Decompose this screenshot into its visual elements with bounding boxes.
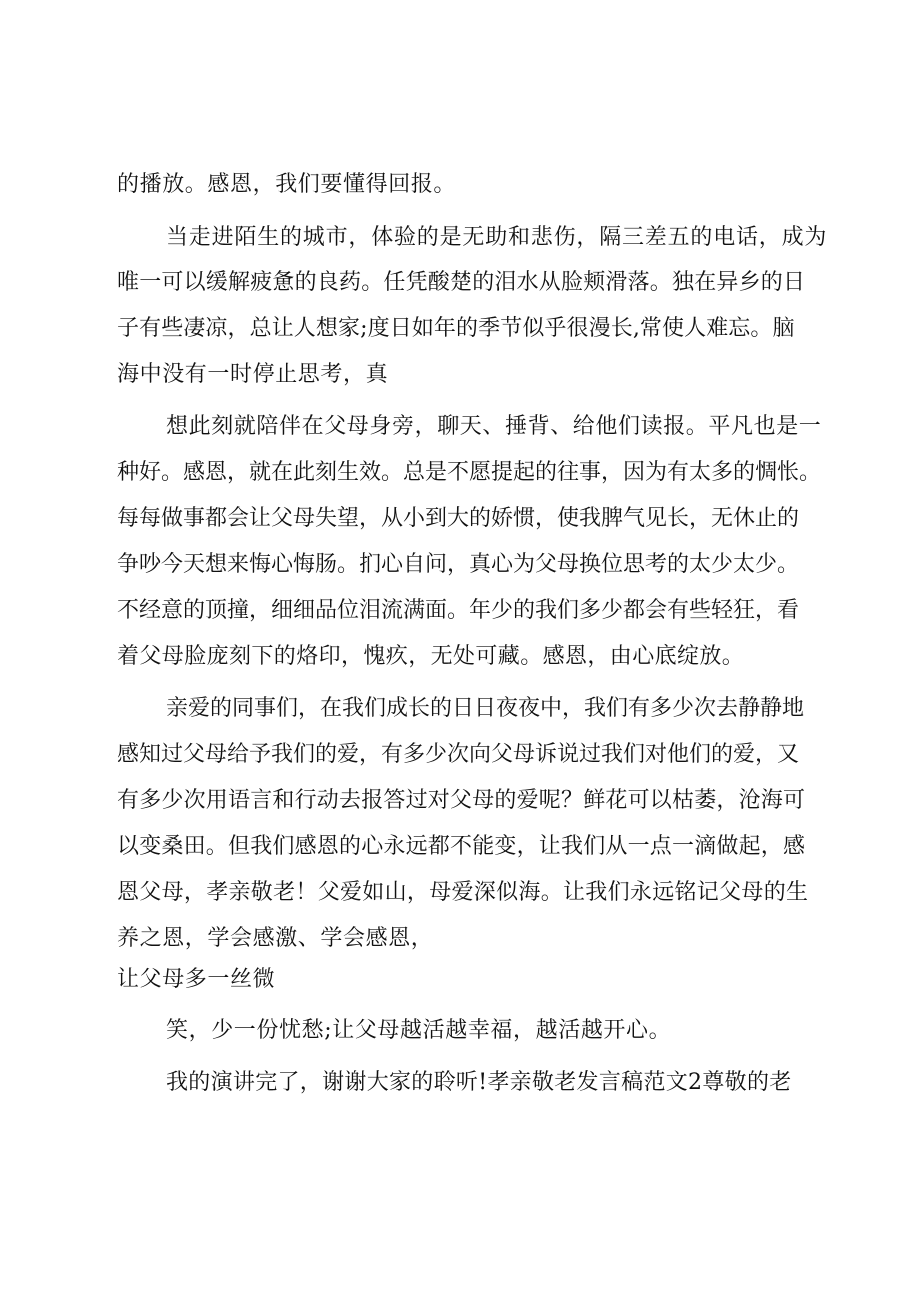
text-line: 以变桑田。但我们感恩的心永远都不能变，让我们从一点一滴做起，感 (117, 834, 806, 859)
paragraph-first-line: 想此刻就陪伴在父母身旁，聊天、捶背、给他们读报。平凡也是一 (166, 414, 822, 439)
text-line: 有多少次用语言和行动去报答过对父母的爱呢？鲜花可以枯萎，沧海可 (117, 788, 806, 813)
paragraph-first-line: 笑，少一份忧愁;让父母越活越幸福，越活越开心。 (166, 1018, 672, 1043)
text-line: 海中没有一时停止思考，真 (117, 362, 389, 387)
paragraph-first-line: 亲爱的同事们，在我们成长的日日夜夜中，我们有多少次去静静地 (166, 696, 805, 721)
text-line: 养之恩，学会感激、学会感恩， (117, 926, 434, 951)
text-line: 感知过父母给予我们的爱，有多少次向父母诉说过我们对他们的爱，又 (117, 742, 800, 767)
text-line: 唯一可以缓解疲惫的良药。任凭酸楚的泪水从脸颊滑落。独在异乡的日 (117, 270, 806, 295)
text-line: 种好。感恩，就在此刻生效。总是不愿提起的往事，因为有太多的惆怅。 (117, 460, 822, 485)
text-line: 子有些凄凉，总让人想家;度日如年的季节似乎很漫长,常使人难忘。脑 (117, 316, 795, 341)
paragraph-first-line: 我的演讲完了，谢谢大家的聆听!孝亲敬老发言稿范文2尊敬的老 (166, 1070, 792, 1095)
text-line: 争吵今天想来悔心悔肠。扪心自问，真心为父母换位思考的太少太少。 (117, 552, 800, 577)
paragraph-first-line: 当走进陌生的城市，体验的是无助和悲伤，隔三差五的电话，成为 (166, 225, 828, 250)
text-line: 着父母脸庞刻下的烙印，愧疚，无处可藏。感恩，由心底绽放。 (117, 644, 745, 669)
text-line: 的播放。感恩，我们要懂得回报。 (117, 172, 457, 197)
text-line: 恩父母，孝亲敬老！父爱如山，母爱深似海。让我们永远铭记父母的生 (117, 880, 809, 905)
text-line: 不经意的顶撞，细细品位泪流满面。年少的我们多少都会有些轻狂，看 (117, 598, 800, 623)
text-line: 让父母多一丝微 (117, 967, 276, 992)
text-line: 每每做事都会让父母失望，从小到大的娇惯，使我脾气见长，无休止的 (117, 506, 800, 531)
